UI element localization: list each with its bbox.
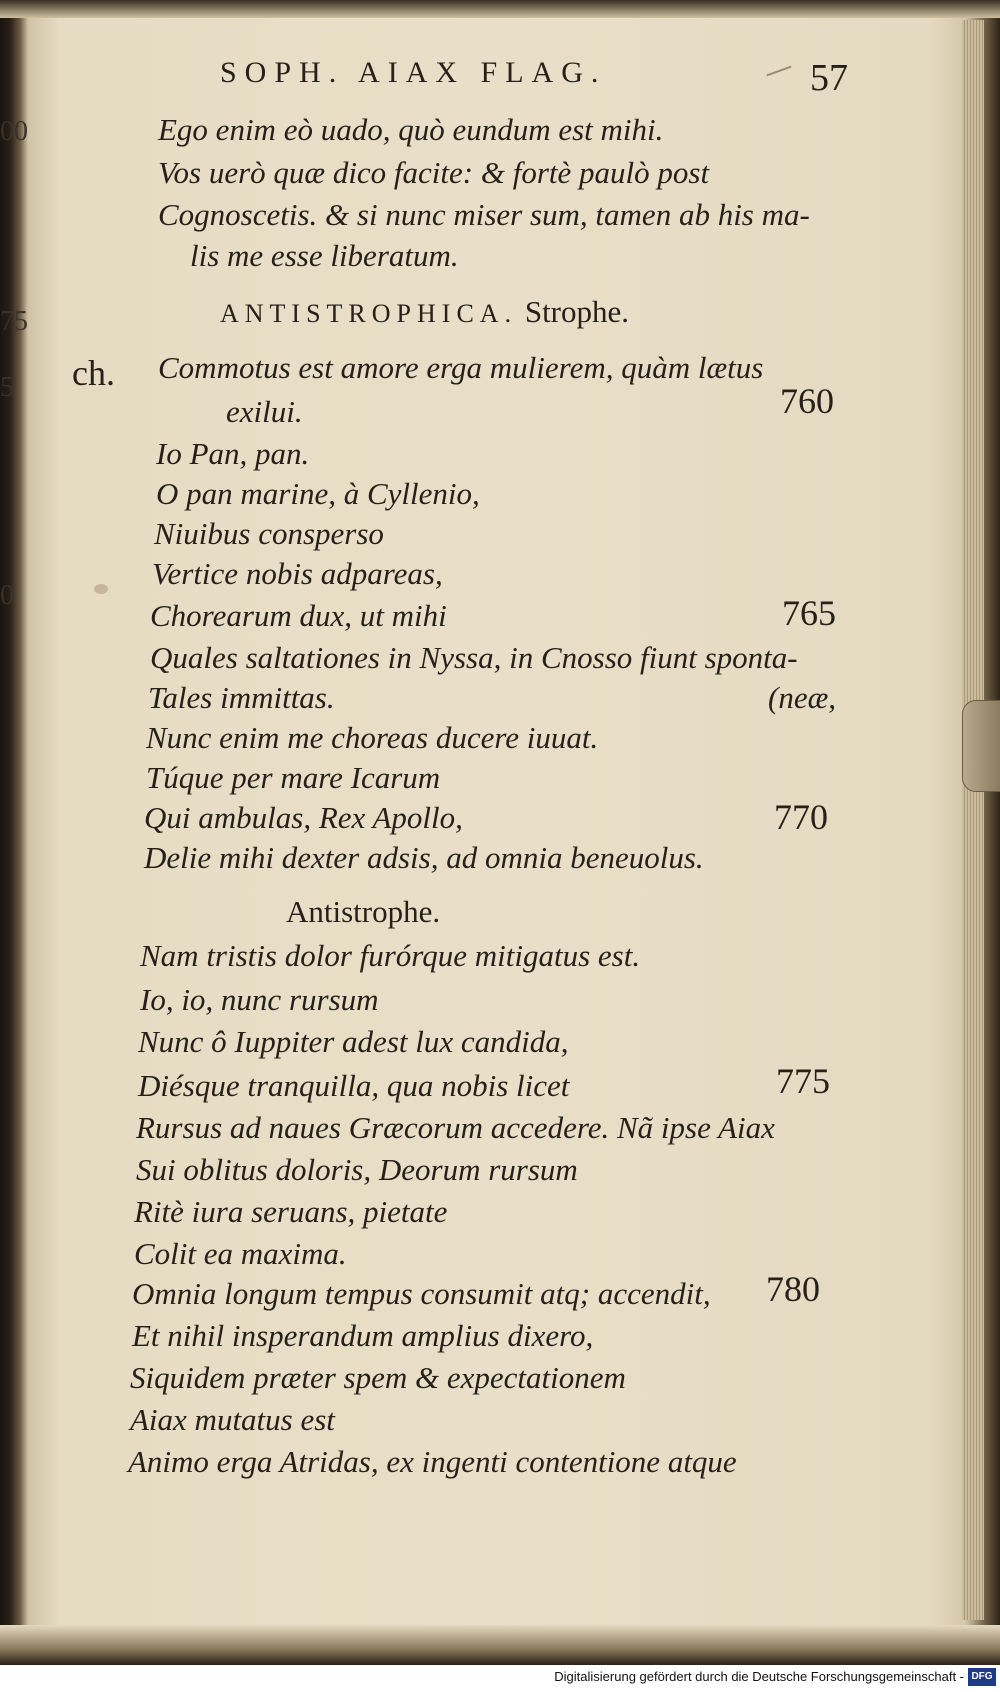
text-line: Et nihil insperandum amplius dixero, (132, 1318, 594, 1353)
line-number: 770 (774, 797, 828, 837)
line-number: 760 (780, 381, 834, 421)
text-line: Túque per mare Icarum (146, 760, 441, 795)
text-line: Vertice nobis adpareas, (152, 556, 443, 591)
text-line: Io Pan, pan. (156, 436, 310, 471)
text-line: Nam tristis dolor furórque mitigatus est. (140, 938, 641, 973)
text-line: Vos uerò quæ dico facite: & fortè paulò post (158, 155, 710, 190)
footer-credit: Digitalisierung gefördert durch die Deutsche Forschungsgemeinschaft - (554, 1669, 964, 1684)
text-line: O pan marine, à Cyllenio, (156, 476, 480, 511)
ink-mark (766, 66, 791, 77)
continuation-fragment: (neæ, (768, 680, 837, 715)
text-line: Tales immittas. (148, 680, 335, 715)
text-line: Ritè iura seruans, pietate (134, 1194, 448, 1229)
margin-fragment: 0 (0, 580, 14, 611)
footer-bar (0, 1665, 1000, 1692)
text-line: Chorearum dux, ut mihi (150, 598, 447, 633)
line-number: 775 (776, 1061, 830, 1101)
text-line: Omnia longum tempus consumit atq; accendit, (132, 1276, 711, 1311)
text-line: Io, io, nunc rursum (140, 982, 379, 1017)
margin-fragment: 5 (0, 372, 14, 403)
speaker-label: ch. (72, 353, 115, 393)
text-line: Rursus ad naues Græcorum accedere. Nã ipse Aiax (136, 1110, 775, 1145)
text-line: Animo erga Atridas, ex ingenti contentione atque (128, 1444, 737, 1479)
section-heading (220, 294, 629, 330)
margin-fragment: 00 (0, 116, 28, 147)
text-line: Niuibus consperso (154, 516, 384, 551)
text-line: Commotus est amore erga mulierem, quàm lætus (158, 350, 764, 385)
dfg-logo: DFG (968, 1668, 996, 1686)
text-line: Aiax mutatus est (130, 1402, 335, 1437)
section-heading: Antistrophe. (286, 894, 441, 929)
text-line: Nunc enim me choreas ducere iuuat. (146, 720, 599, 755)
text-line: Colit ea maxima. (134, 1236, 347, 1271)
text-line: Qui ambulas, Rex Apollo, (144, 800, 463, 835)
page-number: 57 (810, 57, 848, 99)
text-line: Sui oblitus doloris, Deorum rursum (136, 1152, 578, 1187)
stain (94, 584, 108, 594)
text-line: Diésque tranquilla, qua nobis licet (138, 1068, 570, 1103)
line-number: 780 (766, 1269, 820, 1309)
heading-caps: ANTISTROPHICA. (220, 299, 518, 328)
text-line: Quales saltationes in Nyssa, in Cnosso fiunt sponta- (150, 640, 798, 675)
running-title: SOPH. AIAX FLAG. (220, 56, 607, 89)
text-line: Ego enim eò uado, quò eundum est mihi. (158, 112, 664, 147)
line-number: 765 (782, 593, 836, 633)
text-line: lis me esse liberatum. (190, 238, 459, 273)
text-line: exilui. (226, 394, 303, 429)
margin-fragment: 75 (0, 306, 28, 337)
text-line: Nunc ô Iuppiter adest lux candida, (138, 1024, 569, 1059)
text-line: Siquidem præter spem & expectationem (130, 1360, 626, 1395)
heading-tail: Strophe. (524, 294, 630, 329)
text-line: Cognoscetis. & si nunc miser sum, tamen ab his ma- (158, 197, 810, 232)
text-line: Delie mihi dexter adsis, ad omnia beneuolus. (144, 840, 704, 875)
